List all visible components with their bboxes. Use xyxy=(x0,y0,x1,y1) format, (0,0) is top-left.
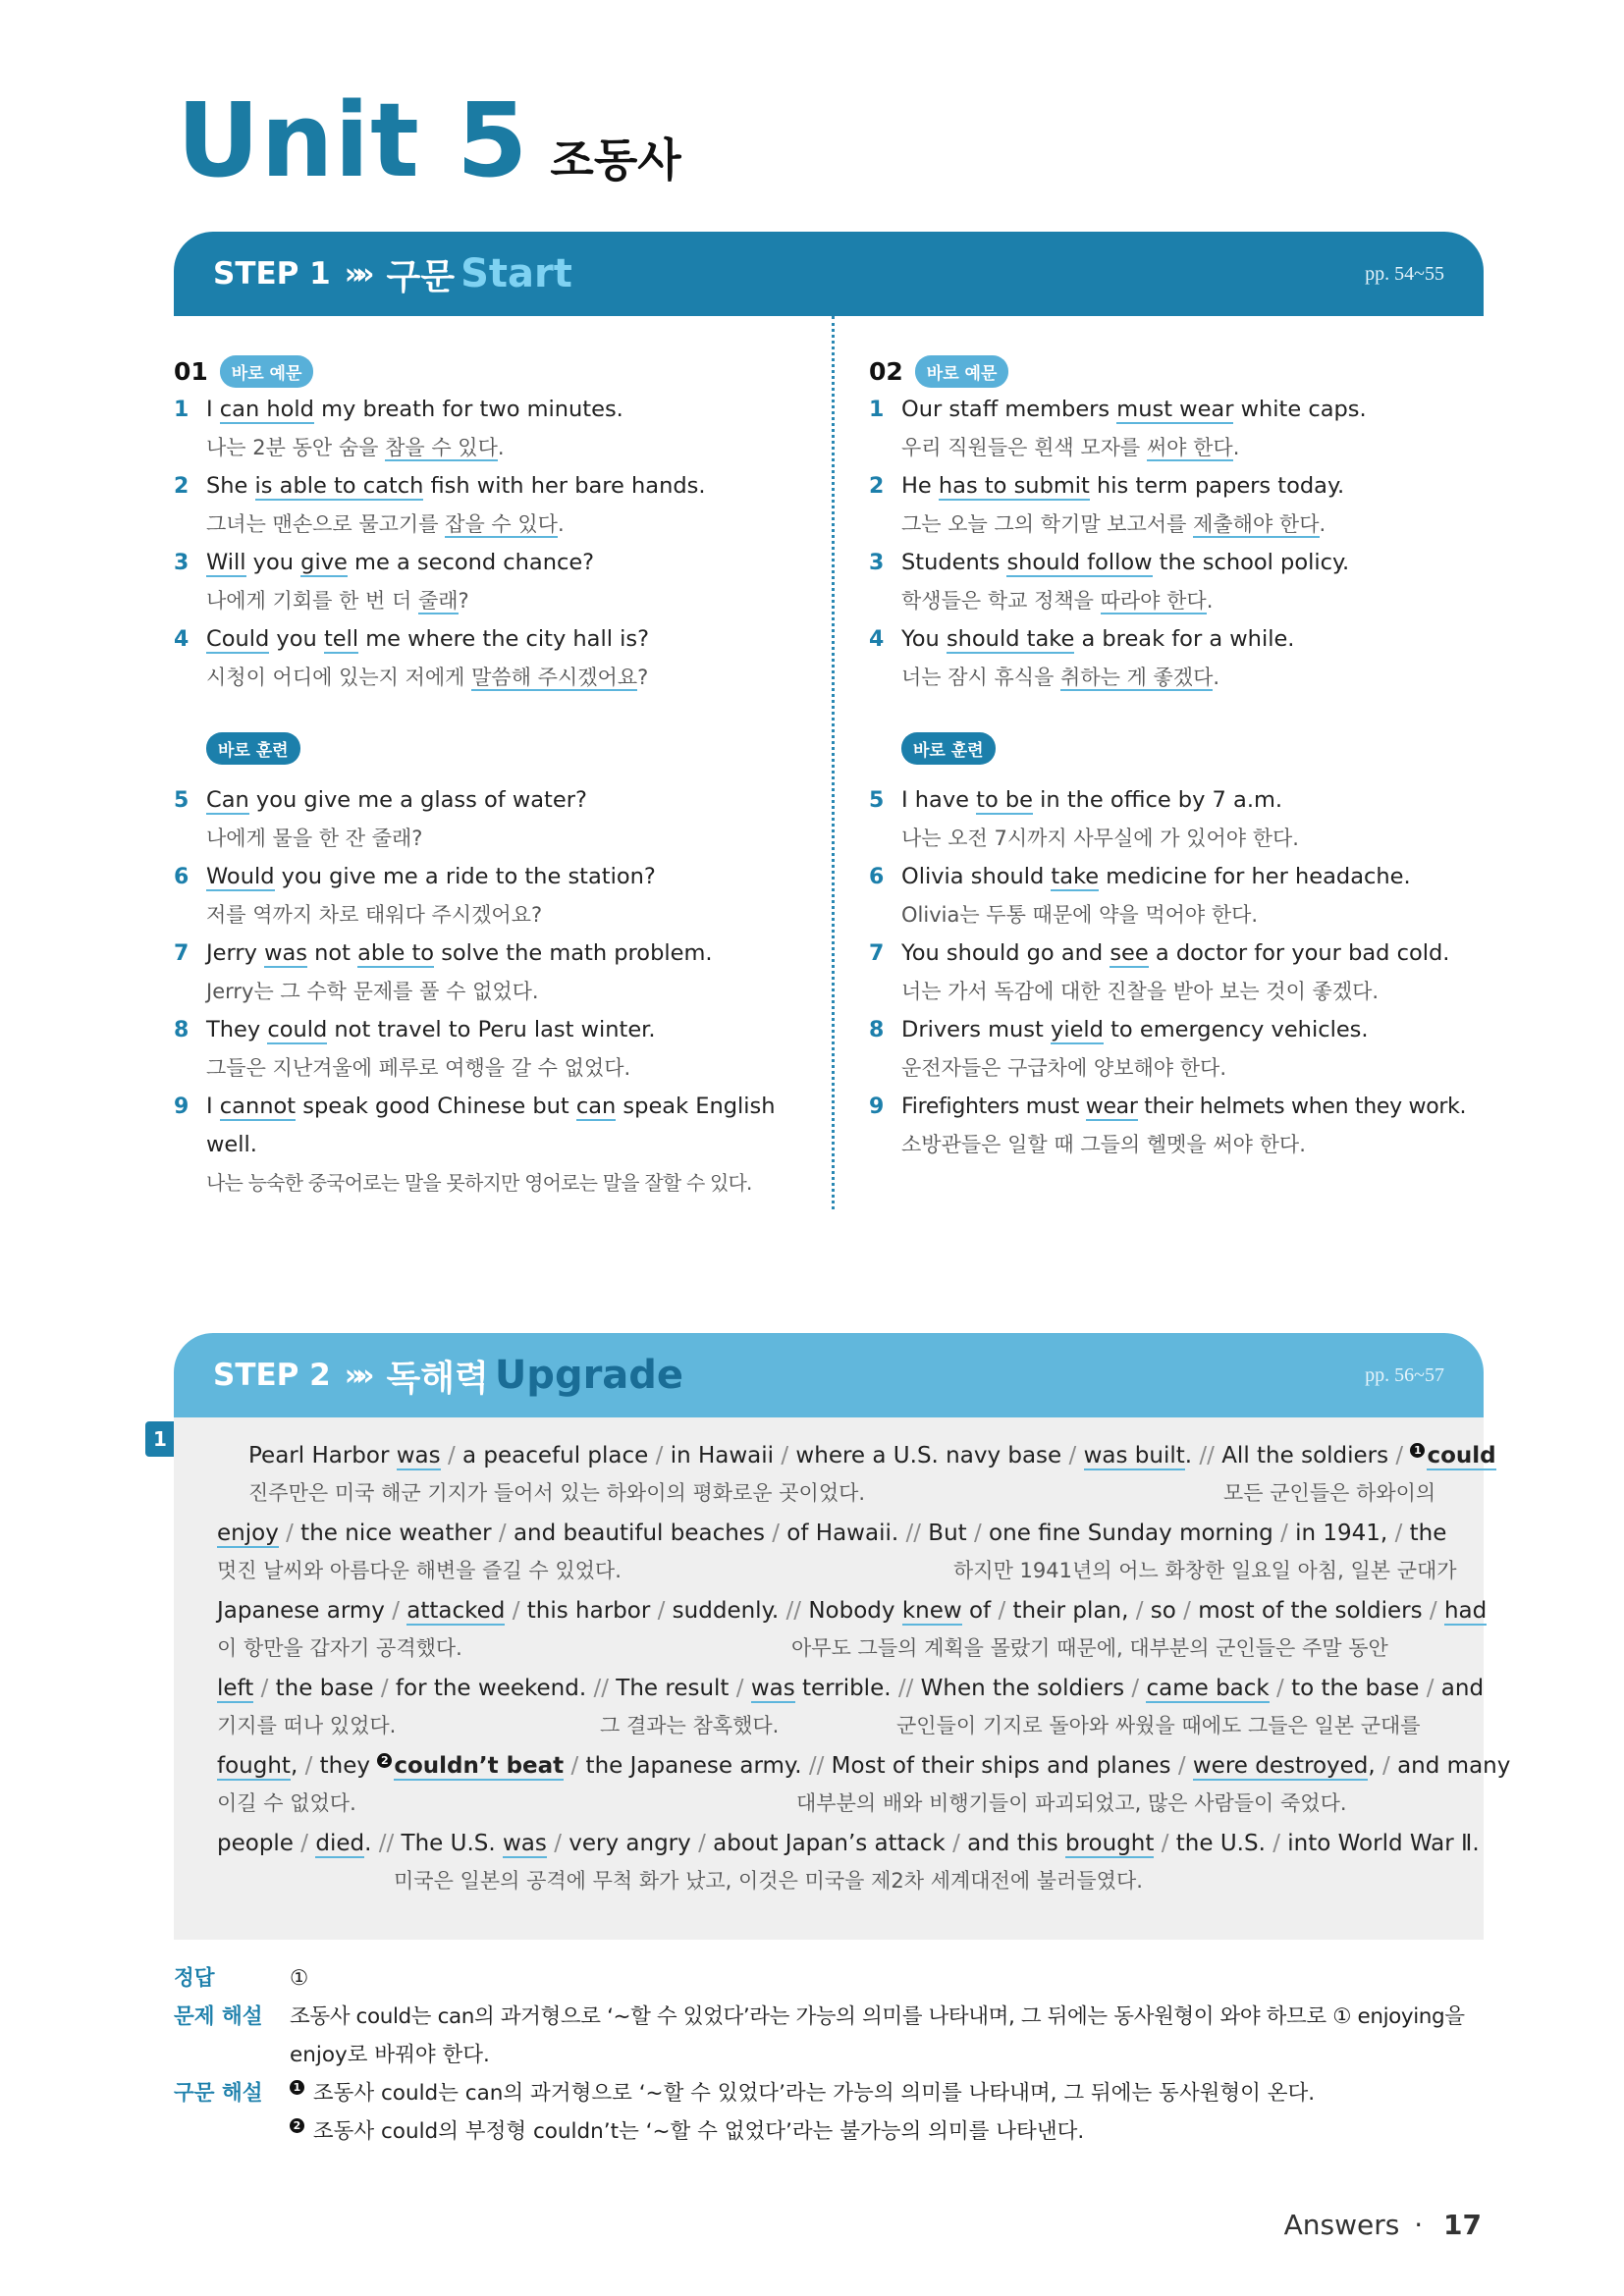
step1-label: STEP 1 xyxy=(213,256,331,292)
training-badge: 바로 훈련 xyxy=(901,732,996,765)
example-list xyxy=(869,391,1507,697)
explanation-label: 문제 해설 xyxy=(174,2004,263,2029)
passage-line: people / died. // The U.S. was / very angry / about Japan’s attack / and this brought / the U.S. / into World War Ⅱ. xyxy=(217,1831,1480,1856)
list-item: 6 Olivia should take medicine for her headache. Olivia는 두통 때문에 약을 먹어야 한다. xyxy=(869,864,1411,927)
answer-value: ① xyxy=(290,1966,309,1991)
page-number: 17 xyxy=(1443,2209,1482,2241)
section-number: 02 xyxy=(869,356,903,386)
list-item: 8 Drivers must yield to emergency vehicles. 운전자들은 구급차에 양보해야 한다. xyxy=(869,1017,1369,1080)
list-item: 7 Jerry was not able to solve the math problem. Jerry는 그 수학 문제를 풀 수 없었다. xyxy=(174,940,713,1003)
list-item: 9 I cannot speak good Chinese but can speak English well. 나는 능숙한 중국어로는 말을 못하지만 영어로는 말을 잘할 수 있다. xyxy=(174,1094,776,1195)
example-list xyxy=(174,391,812,697)
passage-number: 1 xyxy=(145,1421,175,1457)
footer-label: Answers xyxy=(1283,2209,1400,2241)
training-badge: 바로 훈련 xyxy=(206,732,300,765)
step2-kor-title: 독해력 xyxy=(386,1358,489,1399)
training-list xyxy=(869,781,1507,1164)
unit-title xyxy=(177,80,681,200)
syntax-label: 구문 해설 xyxy=(174,2081,263,2106)
section-01-header xyxy=(174,351,812,391)
unit-number: Unit 5 xyxy=(177,80,529,200)
translation-line: 진주만은 미국 해군 기지가 들어서 있는 하와이의 평화로운 곳이었다. 모든 군인들은 하와이의 xyxy=(248,1481,1436,1505)
list-item: 1 Our staff members must wear white caps. 우리 직원들은 흰색 모자를 써야 한다. xyxy=(869,397,1367,459)
list-item: 1 I can hold my breath for two minutes. 나는 2분 동안 숨을 참을 수 있다. xyxy=(174,397,623,459)
training-header xyxy=(206,728,812,768)
double-chevron-icon: »» xyxy=(344,1358,367,1393)
passage-line: enjoy / the nice weather / and beautiful beaches / of Hawaii. // But / one fine Sunday morning / in 1941, / the xyxy=(217,1521,1447,1546)
list-item: 8 They could not travel to Peru last winter. 그들은 지난겨울에 페루로 여행을 갈 수 없었다. xyxy=(174,1017,656,1080)
step1-kor-title: 구문 xyxy=(386,256,456,297)
section-01 xyxy=(174,351,812,1202)
list-item: 6 Would you give me a ride to the station? 저를 역까지 차로 태워다 주시겠어요? xyxy=(174,864,656,927)
double-chevron-icon: »» xyxy=(344,256,367,292)
list-item: 9 Firefighters must wear their helmets when they work. 소방관들은 일할 때 그들의 헬멧을 써야 한다. xyxy=(869,1095,1467,1156)
step1-header xyxy=(174,232,1484,316)
page-footer xyxy=(1284,2209,1482,2241)
step2-header xyxy=(174,1333,1484,1417)
translation-line: 이길 수 없었다. 대부분의 배와 비행기들이 파괴되었고, 많은 사람들이 죽었다. xyxy=(217,1791,1347,1815)
passage-line: Pearl Harbor was / a peaceful place / in Hawaii / where a U.S. navy base / was built. // All the soldiers / 1 could xyxy=(248,1443,1496,1468)
footer-dot: · xyxy=(1414,2209,1424,2241)
step2-label: STEP 2 xyxy=(213,1358,331,1393)
reading-passage xyxy=(174,1417,1511,1940)
list-item: 3 Students should follow the school policy. 학생들은 학교 정책을 따라야 한다. xyxy=(869,550,1350,613)
list-item: 5 Can you give me a glass of water? 나에게 물을 한 잔 줄래? xyxy=(174,787,587,850)
section-02-header xyxy=(869,351,1507,391)
translation-line: 미국은 일본의 공격에 무척 화가 났고, 이것은 미국을 제2차 세계대전에 불러들였다. xyxy=(394,1869,1143,1893)
step1-eng-title: Start xyxy=(460,251,572,296)
step2-eng-title: Upgrade xyxy=(494,1353,684,1398)
list-item: 2 He has to submit his term papers today. 그는 오늘 그의 학기말 보고서를 제출해야 한다. xyxy=(869,473,1345,536)
explanation-text: 조동사 could는 can의 과거형으로 ‘~할 수 있었다’라는 가능의 의미를 나타내며, 그 뒤에는 동사원형이 와야 하므로 ① enjoying을 xyxy=(290,2004,1465,2029)
translation-line: 멋진 날씨와 아름다운 해변을 즐길 수 있었다. 하지만 1941년의 어느 화창한 일요일 아침, 일본 군대가 xyxy=(217,1559,1457,1582)
syntax-note-1: 조동사 could는 can의 과거형으로 ‘~할 수 있었다’라는 가능의 의미를 나타내며, 그 뒤에는 동사원형이 온다. xyxy=(312,2081,1316,2106)
syntax-row: 구문 해설 1 조동사 could는 can의 과거형으로 ‘~할 수 있었다’라는 가능의 의미를 나타내며, 그 뒤에는 동사원형이 온다. 2 조동사 could의 부정형 couldn’t는 ‘~할 수 없었다’라는 불가능의 의미를 나타낸다. xyxy=(174,2074,1484,2151)
explanation-row xyxy=(174,1998,1484,2074)
answer-label: 정답 xyxy=(174,1966,215,1991)
step2-pages: pp. 56~57 xyxy=(1365,1364,1444,1386)
training-header xyxy=(901,728,1507,768)
column-divider xyxy=(832,316,835,1209)
example-badge: 바로 예문 xyxy=(915,355,1009,388)
passage-line: fought, / they 2 couldn’t beat / the Japanese army. // Most of their ships and planes / were destroyed, / and many xyxy=(217,1753,1511,1779)
training-list xyxy=(174,781,812,1202)
section-number: 01 xyxy=(174,356,208,386)
list-item: 7 You should go and see a doctor for your bad cold. 너는 가서 독감에 대한 진찰을 받아 보는 것이 좋겠다. xyxy=(869,940,1450,1003)
passage-line: Japanese army / attacked / this harbor / suddenly. // Nobody knew of / their plan, / so / most of the soldiers / had xyxy=(217,1598,1488,1624)
section-02 xyxy=(869,351,1507,1164)
list-item: 4 You should take a break for a while. 너는 잠시 휴식을 취하는 게 좋겠다. xyxy=(869,626,1295,689)
translation-line: 이 항만을 갑자기 공격했다. 아무도 그들의 계획을 몰랐기 때문에, 대부분의 군인들은 주말 동안 xyxy=(217,1636,1388,1660)
step1-pages: pp. 54~55 xyxy=(1365,263,1444,285)
translation-line: 기지를 떠나 있었다. 그 결과는 참혹했다. 군인들이 기지로 돌아와 싸웠을 때에도 그들은 일본 군대를 xyxy=(217,1714,1421,1737)
explanation-text-2: enjoy로 바꿔야 한다. xyxy=(290,2043,490,2067)
list-item: 3 Will you give me a second chance? 나에게 기회를 한 번 더 줄래? xyxy=(174,550,595,613)
answer-section xyxy=(174,1959,1484,2151)
unit-subtitle: 조동사 xyxy=(550,133,681,187)
passage-line: left / the base / for the weekend. // The result / was terrible. // When the soldiers / came back / to the base / and xyxy=(217,1676,1485,1701)
answer-row xyxy=(174,1959,1484,1998)
list-item: 5 I have to be in the office by 7 a.m. 나는 오전 7시까지 사무실에 가 있어야 한다. xyxy=(869,787,1299,850)
syntax-note-2: 조동사 could의 부정형 couldn’t는 ‘~할 수 없었다’라는 불가능의 의미를 나타낸다. xyxy=(312,2119,1085,2144)
example-badge: 바로 예문 xyxy=(220,355,314,388)
list-item: 4 Could you tell me where the city hall is? 시청이 어디에 있는지 저에게 말씀해 주시겠어요? xyxy=(174,626,650,689)
list-item: 2 She is able to catch fish with her bare hands. 그녀는 맨손으로 물고기를 잡을 수 있다. xyxy=(174,473,706,536)
